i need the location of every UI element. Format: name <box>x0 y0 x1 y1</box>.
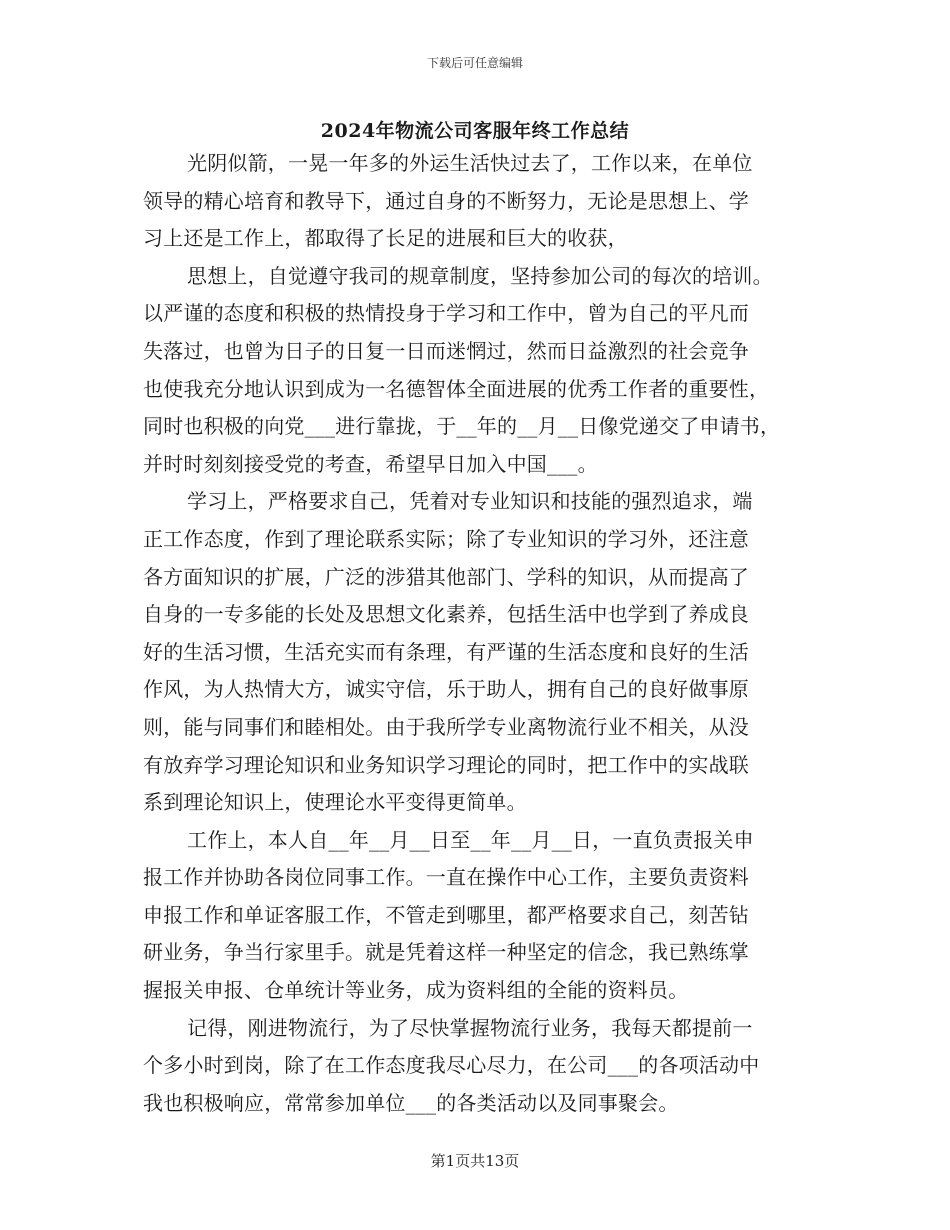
paragraph-1-line: 光阴似箭，一晃一年多的外运生活快过去了，工作以来，在单位 <box>187 151 753 175</box>
paragraph-3-line: 各方面知识的扩展，广泛的涉猎其他部门、学科的知识，从而提高了 <box>143 564 749 589</box>
paragraph-2-line: 同时也积极的向党___进行靠拢，于__年的__月__日像党递交了申请书， <box>143 414 781 439</box>
page-header-note: 下载后可任意编辑 <box>426 56 523 70</box>
document-title: 2024年物流公司客服年终工作总结 <box>320 120 630 142</box>
paragraph-4-line: 工作上，本人自__年__月__日至__年__月__日，一直负责报关申 <box>187 827 754 852</box>
paragraph-3-line: 自身的一专多能的长处及思想文化素养，包括生活中也学到了养成良 <box>143 602 749 627</box>
paragraph-5-line: 记得，刚进物流行，为了尽快掌握物流行业务，我每天都提前一 <box>187 1015 753 1040</box>
paragraph-3-line: 系到理论知识上，使理论水平变得更简单。 <box>143 790 527 815</box>
paragraph-2-line: 失落过，也曾为日子的日复一日而迷惘过，然而日益激烈的社会竞争 <box>143 338 749 363</box>
paragraph-5-line: 个多小时到岗，除了在工作态度我尽心尽力，在公司___的各项活动中 <box>143 1053 760 1078</box>
paragraph-4-line: 报工作并协助各岗位同事工作。一直在操作中心工作，主要负责资料 <box>143 865 749 890</box>
paragraph-5-line: 我也积极响应，常常参加单位___的各类活动以及同事聚会。 <box>143 1090 679 1115</box>
paragraph-2-line: 也使我充分地认识到成为一名德智体全面进展的优秀工作者的重要性， <box>143 376 770 401</box>
paragraph-2-line: 并时时刻刻接受党的考查，希望早日加入中国___。 <box>143 451 598 476</box>
paragraph-1-line: 习上还是工作上，都取得了长足的进展和巨大的收获， <box>143 226 628 251</box>
paragraph-4-line: 研业务，争当行家里手。就是凭着这样一种坚定的信念，我已熟练掌 <box>143 940 749 965</box>
paragraph-3-line: 学习上，严格要求自己，凭着对专业知识和技能的强烈追求，端 <box>187 489 753 514</box>
page-number: 第1页共13页 <box>430 1152 520 1170</box>
paragraph-3-line: 正工作态度，作到了理论联系实际；除了专业知识的学习外，还注意 <box>143 526 749 551</box>
paragraph-3-line: 好的生活习惯，生活充实而有条理，有严谨的生活态度和良好的生活 <box>143 639 749 664</box>
paragraph-3-line: 有放弃学习理论知识和业务知识学习理论的同时，把工作中的实战联 <box>143 752 749 777</box>
paragraph-4-line: 握报关申报、仓单统计等业务，成为资料组的全能的资料员。 <box>143 978 689 1003</box>
paragraph-3-line: 作风，为人热情大方，诚实守信，乐于助人，拥有自己的良好做事原 <box>143 677 749 702</box>
paragraph-1-line: 领导的精心培育和教导下，通过自身的不断努力，无论是思想上、学 <box>143 188 749 213</box>
paragraph-2-line: 思想上，自觉遵守我司的规章制度，坚持参加公司的每次的培训。 <box>187 263 773 288</box>
paragraph-3-line: 则，能与同事们和睦相处。由于我所学专业离物流行业不相关，从没 <box>143 714 749 739</box>
paragraph-2-line: 以严谨的态度和积极的热情投身于学习和工作中，曾为自己的平凡而 <box>143 301 749 326</box>
paragraph-4-line: 申报工作和单证客服工作，不管走到哪里，都严格要求自己，刻苦钻 <box>143 902 749 927</box>
document-body <box>143 145 823 1122</box>
